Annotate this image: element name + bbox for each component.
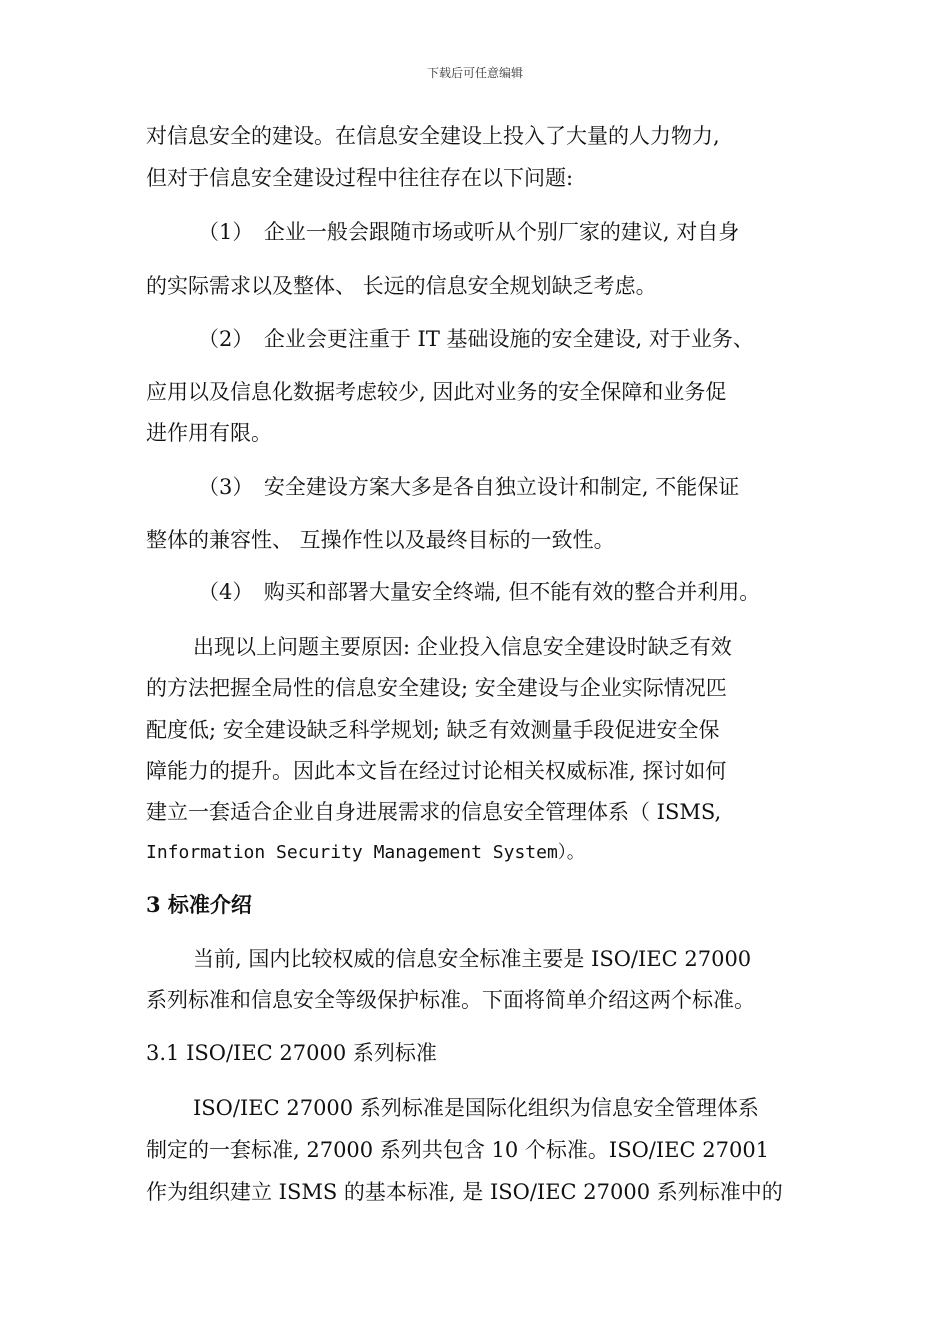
text-line: 对信息安全的建设。在信息安全建设上投入了大量的人力物力, [146, 124, 720, 148]
text-line: 作为组织建立 ISMS 的基本标准, 是 ISO/IEC 27000 系列标准中的 [146, 1180, 783, 1204]
text-line: 的实际需求以及整体、 长远的信息安全规划缺乏考虑。 [146, 274, 657, 298]
list-item-2: （2） 企业会更注重于 IT 基础设施的安全建设, 对于业务、 [198, 327, 754, 351]
text-line: 应用以及信息化数据考虑较少, 因此对业务的安全保障和业务促 [146, 380, 727, 404]
paragraph-start: ISO/IEC 27000 系列标准是国际化组织为信息安全管理体系 [193, 1096, 759, 1120]
text-line: 的方法把握全局性的信息安全建设; 安全建设与企业实际情况匹 [146, 676, 727, 700]
text-line: 制定的一套标准, 27000 系列共包含 10 个标准。ISO/IEC 27001 [146, 1138, 770, 1162]
text-line: 建立一套适合企业自身进展需求的信息安全管理体系（ ISMS, [146, 800, 722, 824]
text-line: 配度低; 安全建设缺乏科学规划; 缺乏有效测量手段促进安全保 [146, 718, 720, 742]
text-line: 系列标准和信息安全等级保护标准。下面将简单介绍这两个标准。 [146, 988, 755, 1012]
text-line: 整体的兼容性、 互操作性以及最终目标的一致性。 [146, 528, 615, 552]
text-line: Information Security Management System）。 [146, 842, 585, 863]
text-line: 但对于信息安全建设过程中往往存在以下问题: [146, 166, 574, 190]
text-line: 障能力的提升。因此本文旨在经过讨论相关权威标准, 探讨如何 [146, 759, 727, 783]
page-header: 下载后可任意编辑 [426, 66, 523, 80]
list-item-3: （3） 安全建设方案大多是各自独立设计和制定, 不能保证 [198, 475, 740, 499]
text-line: 进作用有限。 [146, 421, 272, 445]
paragraph-start: 当前, 国内比较权威的信息安全标准主要是 ISO/IEC 27000 [193, 947, 752, 971]
subsection-heading: 3.1 ISO/IEC 27000 系列标准 [146, 1041, 437, 1065]
list-item-4: （4） 购买和部署大量安全终端, 但不能有效的整合并利用。 [198, 580, 761, 604]
section-heading: 3 标准介绍 [146, 892, 252, 917]
list-item-1: （1） 企业一般会跟随市场或听从个别厂家的建议, 对自身 [198, 220, 740, 244]
paragraph-start: 出现以上问题主要原因: 企业投入信息安全建设时缺乏有效 [193, 635, 732, 659]
